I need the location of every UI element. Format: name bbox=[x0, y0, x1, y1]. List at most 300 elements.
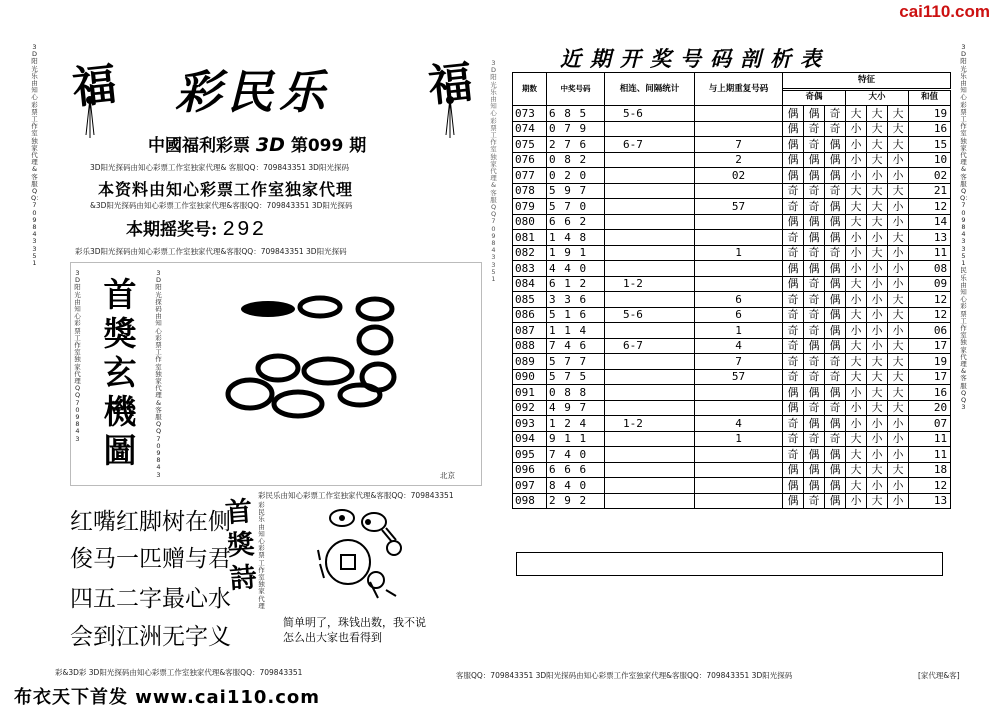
cell-big-small: 小 bbox=[846, 385, 867, 401]
cell-odd-even: 偶 bbox=[825, 230, 846, 246]
cell-big-small: 小 bbox=[846, 121, 867, 137]
cell-big-small: 大 bbox=[846, 106, 867, 122]
brand-title: 彩民乐 bbox=[175, 65, 331, 119]
cell-big-small: 小 bbox=[888, 447, 909, 463]
table-row bbox=[513, 214, 951, 230]
cell-adjacent bbox=[605, 292, 695, 308]
cell-odd-even: 偶 bbox=[825, 261, 846, 277]
cell-odd-even: 偶 bbox=[825, 323, 846, 339]
cell-sum: 14 bbox=[909, 214, 951, 230]
cell-odd-even: 偶 bbox=[783, 493, 804, 509]
cell-big-small: 大 bbox=[888, 338, 909, 354]
cell-odd-even: 奇 bbox=[804, 369, 825, 385]
cell-big-small: 大 bbox=[867, 245, 888, 261]
fu-character-left: 福 bbox=[69, 58, 120, 115]
cell-repeat: 2 bbox=[695, 152, 783, 168]
table-row bbox=[513, 323, 951, 339]
cell-repeat bbox=[695, 230, 783, 246]
cell-big-small: 小 bbox=[888, 478, 909, 494]
cell-issue: 081 bbox=[513, 230, 547, 246]
issue-prefix: 中國福利彩票 bbox=[148, 136, 250, 156]
cell-odd-even: 奇 bbox=[783, 245, 804, 261]
cell-big-small: 大 bbox=[867, 493, 888, 509]
cell-issue: 098 bbox=[513, 493, 547, 509]
cell-winning-number: 9 1 1 bbox=[547, 431, 605, 447]
table-row bbox=[513, 137, 951, 153]
cell-big-small: 大 bbox=[867, 183, 888, 199]
cell-big-small: 大 bbox=[867, 199, 888, 215]
header-issue: 期数 bbox=[513, 73, 547, 106]
draw-label: 本期摇奖号: bbox=[126, 220, 218, 240]
cell-big-small: 大 bbox=[846, 462, 867, 478]
cell-big-small: 大 bbox=[846, 183, 867, 199]
cell-adjacent: 6-7 bbox=[605, 338, 695, 354]
cell-repeat: 4 bbox=[695, 416, 783, 432]
agent-line: 本资料由知心彩票工作室独家代理 bbox=[98, 180, 354, 199]
right-margin-text: 3D阳光乐由知心彩票工作室独家代理&客服QQ：709843351民乐由知心彩票工作室独家代理&客服QQ3 bbox=[960, 43, 972, 412]
cell-repeat: 1 bbox=[695, 323, 783, 339]
cell-odd-even: 奇 bbox=[804, 400, 825, 416]
cell-odd-even: 奇 bbox=[783, 354, 804, 370]
cell-odd-even: 奇 bbox=[804, 292, 825, 308]
cell-repeat: 6 bbox=[695, 307, 783, 323]
footer-bottom-line-right: 客服QQ：709843351 3D阳光探码由知心彩票工作室独家代理&客服QQ：709843351 3D阳光探码 bbox=[456, 671, 793, 680]
cell-issue: 090 bbox=[513, 369, 547, 385]
cell-big-small: 小 bbox=[867, 323, 888, 339]
contact-line-2: &3D阳光探码由知心彩票工作室独家代理&客服QQ：709843351 3D阳光探码 bbox=[90, 201, 353, 210]
cell-repeat: 1 bbox=[695, 245, 783, 261]
cell-odd-even: 偶 bbox=[825, 199, 846, 215]
cell-big-small: 大 bbox=[867, 354, 888, 370]
cell-big-small: 小 bbox=[867, 307, 888, 323]
cell-adjacent bbox=[605, 323, 695, 339]
cell-big-small: 小 bbox=[846, 168, 867, 184]
cell-adjacent bbox=[605, 431, 695, 447]
cell-odd-even: 偶 bbox=[804, 261, 825, 277]
table-row bbox=[513, 462, 951, 478]
cell-sum: 19 bbox=[909, 106, 951, 122]
cell-odd-even: 偶 bbox=[783, 462, 804, 478]
cell-big-small: 小 bbox=[846, 137, 867, 153]
cell-winning-number: 5 7 7 bbox=[547, 354, 605, 370]
cell-big-small: 大 bbox=[888, 385, 909, 401]
cell-winning-number: 0 8 2 bbox=[547, 152, 605, 168]
puzzle-title-char: 首 bbox=[103, 275, 137, 314]
cell-repeat: 1 bbox=[695, 431, 783, 447]
cell-winning-number: 5 7 0 bbox=[547, 199, 605, 215]
cell-issue: 083 bbox=[513, 261, 547, 277]
table-row bbox=[513, 354, 951, 370]
cell-winning-number: 6 8 5 bbox=[547, 106, 605, 122]
cell-odd-even: 奇 bbox=[825, 106, 846, 122]
header-big-small: 大小 bbox=[846, 90, 909, 106]
cell-issue: 078 bbox=[513, 183, 547, 199]
cell-odd-even: 奇 bbox=[804, 121, 825, 137]
footer-bottom-line: 彩&3D彩 3D阳光探码由知心彩票工作室独家代理&客服QQ：709843351 bbox=[55, 668, 303, 677]
cell-repeat bbox=[695, 183, 783, 199]
cell-odd-even: 偶 bbox=[804, 447, 825, 463]
cell-adjacent bbox=[605, 183, 695, 199]
cell-sum: 21 bbox=[909, 183, 951, 199]
cell-winning-number: 6 6 2 bbox=[547, 214, 605, 230]
cell-issue: 074 bbox=[513, 121, 547, 137]
cell-adjacent: 6-7 bbox=[605, 137, 695, 153]
table-row bbox=[513, 385, 951, 401]
cell-sum: 16 bbox=[909, 385, 951, 401]
cell-odd-even: 奇 bbox=[825, 245, 846, 261]
table-row bbox=[513, 199, 951, 215]
cell-adjacent bbox=[605, 152, 695, 168]
cell-odd-even: 偶 bbox=[783, 168, 804, 184]
cell-odd-even: 偶 bbox=[783, 121, 804, 137]
cell-adjacent: 1-2 bbox=[605, 276, 695, 292]
poem-top-text: 彩民乐由知心彩票工作室独家代理&客服QQ：709843351 bbox=[258, 491, 454, 500]
draw-history-table bbox=[512, 72, 951, 509]
cell-odd-even: 奇 bbox=[783, 307, 804, 323]
cell-sum: 20 bbox=[909, 400, 951, 416]
table-row bbox=[513, 493, 951, 509]
cell-big-small: 小 bbox=[888, 152, 909, 168]
cell-big-small: 大 bbox=[867, 369, 888, 385]
cell-odd-even: 奇 bbox=[783, 183, 804, 199]
table-row bbox=[513, 152, 951, 168]
puzzle-title-char: 玄 bbox=[103, 353, 137, 392]
table-row bbox=[513, 168, 951, 184]
cell-big-small: 大 bbox=[888, 400, 909, 416]
cell-issue: 080 bbox=[513, 214, 547, 230]
cell-sum: 07 bbox=[909, 416, 951, 432]
poem-title-char: 詩 bbox=[228, 562, 258, 595]
cell-big-small: 小 bbox=[846, 152, 867, 168]
contact-line: 3D阳光探码由知心彩票工作室独家代理& 客服QQ：709843351 3D阳光探码 bbox=[90, 163, 349, 172]
cell-odd-even: 偶 bbox=[825, 462, 846, 478]
cell-repeat bbox=[695, 214, 783, 230]
table-row bbox=[513, 106, 951, 122]
cell-odd-even: 奇 bbox=[783, 431, 804, 447]
cell-odd-even: 偶 bbox=[783, 214, 804, 230]
cell-big-small: 小 bbox=[888, 245, 909, 261]
puzzle-title-char: 機 bbox=[103, 392, 137, 431]
cell-big-small: 大 bbox=[867, 137, 888, 153]
cell-odd-even: 奇 bbox=[825, 400, 846, 416]
cell-big-small: 大 bbox=[888, 292, 909, 308]
cell-sum: 17 bbox=[909, 338, 951, 354]
cell-adjacent bbox=[605, 261, 695, 277]
cell-winning-number: 5 7 5 bbox=[547, 369, 605, 385]
cell-winning-number: 2 9 2 bbox=[547, 493, 605, 509]
cell-big-small: 小 bbox=[867, 261, 888, 277]
cell-repeat: 02 bbox=[695, 168, 783, 184]
table-row bbox=[513, 183, 951, 199]
cell-repeat bbox=[695, 447, 783, 463]
cell-odd-even: 奇 bbox=[783, 323, 804, 339]
cell-big-small: 小 bbox=[846, 400, 867, 416]
cell-odd-even: 奇 bbox=[804, 199, 825, 215]
cell-odd-even: 偶 bbox=[804, 338, 825, 354]
cell-repeat: 4 bbox=[695, 338, 783, 354]
cell-big-small: 大 bbox=[888, 137, 909, 153]
cell-winning-number: 5 9 7 bbox=[547, 183, 605, 199]
cell-big-small: 大 bbox=[846, 431, 867, 447]
cell-odd-even: 偶 bbox=[825, 478, 846, 494]
cell-repeat bbox=[695, 276, 783, 292]
cell-big-small: 大 bbox=[888, 183, 909, 199]
table-row bbox=[513, 121, 951, 137]
cell-big-small: 大 bbox=[888, 106, 909, 122]
puzzle-title-char: 圖 bbox=[103, 431, 137, 470]
cell-repeat: 7 bbox=[695, 354, 783, 370]
coin-rings-drawing bbox=[210, 285, 430, 425]
cell-repeat bbox=[695, 400, 783, 416]
cell-sum: 09 bbox=[909, 276, 951, 292]
cell-odd-even: 奇 bbox=[804, 245, 825, 261]
cell-winning-number: 2 7 6 bbox=[547, 137, 605, 153]
issue-line bbox=[148, 131, 366, 156]
cell-big-small: 大 bbox=[867, 462, 888, 478]
cell-odd-even: 偶 bbox=[804, 106, 825, 122]
cell-repeat: 57 bbox=[695, 369, 783, 385]
cell-big-small: 大 bbox=[846, 338, 867, 354]
cell-odd-even: 偶 bbox=[804, 168, 825, 184]
cell-issue: 094 bbox=[513, 431, 547, 447]
cell-odd-even: 偶 bbox=[804, 230, 825, 246]
header-winning: 中奖号码 bbox=[547, 73, 605, 106]
cell-winning-number: 7 4 6 bbox=[547, 338, 605, 354]
cell-big-small: 小 bbox=[846, 230, 867, 246]
cell-repeat: 6 bbox=[695, 292, 783, 308]
cell-big-small: 小 bbox=[888, 261, 909, 277]
poem-title-char: 首 bbox=[224, 496, 254, 529]
cell-big-small: 大 bbox=[888, 462, 909, 478]
cell-winning-number: 1 4 8 bbox=[547, 230, 605, 246]
cell-odd-even: 偶 bbox=[783, 400, 804, 416]
cell-big-small: 小 bbox=[888, 323, 909, 339]
cell-adjacent: 5-6 bbox=[605, 106, 695, 122]
puzzle-corner-text: 北京 bbox=[440, 471, 455, 480]
cell-big-small: 大 bbox=[867, 152, 888, 168]
poem-note-line-2: 怎么出大家也看得到 bbox=[283, 631, 382, 644]
cell-big-small: 小 bbox=[846, 493, 867, 509]
cell-sum: 17 bbox=[909, 369, 951, 385]
cell-adjacent bbox=[605, 230, 695, 246]
cell-issue: 093 bbox=[513, 416, 547, 432]
cell-issue: 073 bbox=[513, 106, 547, 122]
cell-sum: 12 bbox=[909, 292, 951, 308]
poem-side-text: 彩民乐由知心彩票工作室独家代理 bbox=[258, 501, 265, 610]
site-watermark: cai110.com bbox=[899, 2, 990, 21]
cell-winning-number: 7 4 0 bbox=[547, 447, 605, 463]
cell-odd-even: 奇 bbox=[783, 199, 804, 215]
cell-odd-even: 奇 bbox=[825, 431, 846, 447]
cell-adjacent bbox=[605, 369, 695, 385]
cell-issue: 087 bbox=[513, 323, 547, 339]
cell-odd-even: 奇 bbox=[804, 276, 825, 292]
table-row bbox=[513, 400, 951, 416]
cell-odd-even: 偶 bbox=[825, 307, 846, 323]
table-row bbox=[513, 416, 951, 432]
cell-repeat bbox=[695, 121, 783, 137]
cell-big-small: 大 bbox=[846, 307, 867, 323]
header-odd-even: 奇偶 bbox=[783, 90, 846, 106]
cell-odd-even: 偶 bbox=[804, 462, 825, 478]
cell-odd-even: 偶 bbox=[825, 385, 846, 401]
cell-issue: 095 bbox=[513, 447, 547, 463]
cell-odd-even: 偶 bbox=[804, 416, 825, 432]
cell-sum: 08 bbox=[909, 261, 951, 277]
table-row bbox=[513, 230, 951, 246]
cell-odd-even: 偶 bbox=[804, 478, 825, 494]
cell-big-small: 大 bbox=[867, 214, 888, 230]
cell-big-small: 大 bbox=[867, 106, 888, 122]
cell-odd-even: 偶 bbox=[825, 338, 846, 354]
puzzle-title bbox=[100, 275, 140, 470]
cell-big-small: 小 bbox=[867, 416, 888, 432]
cell-big-small: 大 bbox=[867, 121, 888, 137]
cell-issue: 084 bbox=[513, 276, 547, 292]
cell-winning-number: 0 7 9 bbox=[547, 121, 605, 137]
cell-winning-number: 4 4 0 bbox=[547, 261, 605, 277]
poem-line-4: 会到江洲无字义 bbox=[70, 624, 231, 650]
cell-repeat: 57 bbox=[695, 199, 783, 215]
cell-adjacent bbox=[605, 354, 695, 370]
footer-slogan: 布衣天下首发 www.cai110.com bbox=[14, 687, 321, 708]
poem-title bbox=[221, 495, 262, 596]
draw-history-rows bbox=[513, 106, 951, 509]
cell-odd-even: 偶 bbox=[804, 152, 825, 168]
cell-odd-even: 偶 bbox=[825, 152, 846, 168]
cell-adjacent bbox=[605, 214, 695, 230]
cell-odd-even: 偶 bbox=[825, 168, 846, 184]
cell-sum: 02 bbox=[909, 168, 951, 184]
poem-note-line-1: 简单明了，珠钱出数，我不说 bbox=[283, 616, 426, 629]
draw-value: 292 bbox=[222, 219, 267, 242]
cell-odd-even: 奇 bbox=[783, 292, 804, 308]
cell-big-small: 大 bbox=[846, 354, 867, 370]
cell-repeat bbox=[695, 462, 783, 478]
cell-odd-even: 奇 bbox=[804, 137, 825, 153]
cell-adjacent bbox=[605, 199, 695, 215]
issue-game: 3D bbox=[255, 134, 285, 156]
cell-big-small: 大 bbox=[846, 478, 867, 494]
poem-line-1: 红嘴红脚树在侧 bbox=[70, 509, 231, 535]
fu-character-right: 福 bbox=[425, 56, 476, 113]
cell-odd-even: 偶 bbox=[783, 276, 804, 292]
cell-odd-even: 奇 bbox=[825, 369, 846, 385]
middle-margin-text: 3D阳光乐由知心彩票工作室独家代理&客服QQ709843351 bbox=[490, 59, 497, 284]
cell-big-small: 大 bbox=[867, 400, 888, 416]
cell-adjacent bbox=[605, 447, 695, 463]
cell-issue: 082 bbox=[513, 245, 547, 261]
cell-issue: 076 bbox=[513, 152, 547, 168]
cell-winning-number: 1 1 4 bbox=[547, 323, 605, 339]
coin-string-drawing bbox=[300, 500, 410, 610]
cell-odd-even: 偶 bbox=[804, 385, 825, 401]
cell-sum: 13 bbox=[909, 230, 951, 246]
cell-issue: 079 bbox=[513, 199, 547, 215]
cell-odd-even: 奇 bbox=[783, 416, 804, 432]
header-adjacent: 相连、间隔统计 bbox=[605, 73, 695, 106]
cell-big-small: 大 bbox=[888, 230, 909, 246]
cell-big-small: 大 bbox=[888, 369, 909, 385]
cell-adjacent bbox=[605, 245, 695, 261]
cell-winning-number: 6 6 6 bbox=[547, 462, 605, 478]
cell-sum: 12 bbox=[909, 307, 951, 323]
cell-winning-number: 1 2 4 bbox=[547, 416, 605, 432]
cell-adjacent bbox=[605, 493, 695, 509]
cell-big-small: 小 bbox=[846, 261, 867, 277]
cell-sum: 15 bbox=[909, 137, 951, 153]
cell-odd-even: 偶 bbox=[825, 493, 846, 509]
cell-odd-even: 奇 bbox=[783, 369, 804, 385]
cell-issue: 085 bbox=[513, 292, 547, 308]
cell-big-small: 小 bbox=[846, 292, 867, 308]
cell-sum: 06 bbox=[909, 323, 951, 339]
cell-odd-even: 偶 bbox=[825, 447, 846, 463]
cell-sum: 11 bbox=[909, 431, 951, 447]
cell-big-small: 大 bbox=[846, 447, 867, 463]
cell-odd-even: 偶 bbox=[804, 214, 825, 230]
cell-big-small: 小 bbox=[888, 168, 909, 184]
cell-big-small: 大 bbox=[888, 354, 909, 370]
cell-odd-even: 奇 bbox=[804, 431, 825, 447]
poem-line-3: 四五二字最心水 bbox=[70, 586, 231, 612]
cell-big-small: 小 bbox=[888, 214, 909, 230]
cell-big-small: 小 bbox=[846, 323, 867, 339]
cell-repeat bbox=[695, 261, 783, 277]
cell-issue: 086 bbox=[513, 307, 547, 323]
cell-winning-number: 8 4 0 bbox=[547, 478, 605, 494]
poem-line-2: 俊马一匹赠与君 bbox=[70, 546, 231, 572]
cell-big-small: 大 bbox=[867, 385, 888, 401]
cell-odd-even: 奇 bbox=[804, 493, 825, 509]
cell-big-small: 大 bbox=[846, 199, 867, 215]
cell-sum: 10 bbox=[909, 152, 951, 168]
cell-big-small: 大 bbox=[888, 121, 909, 137]
cell-sum: 11 bbox=[909, 245, 951, 261]
cell-adjacent bbox=[605, 478, 695, 494]
puzzle-right-text: 3D阳光探码由知心彩票工作室独家代理&客服QQ709843 bbox=[155, 269, 162, 479]
cell-issue: 077 bbox=[513, 168, 547, 184]
cell-odd-even: 偶 bbox=[825, 292, 846, 308]
cell-big-small: 小 bbox=[888, 416, 909, 432]
cell-odd-even: 偶 bbox=[783, 261, 804, 277]
cell-winning-number: 3 3 6 bbox=[547, 292, 605, 308]
cell-odd-even: 偶 bbox=[783, 106, 804, 122]
left-margin-text: 3D阳光乐由知心彩票工作室独家代理&客服QQ：709843351 bbox=[31, 43, 43, 268]
cell-issue: 097 bbox=[513, 478, 547, 494]
cell-repeat bbox=[695, 478, 783, 494]
cell-issue: 088 bbox=[513, 338, 547, 354]
header-repeat: 与上期重复号码 bbox=[695, 73, 783, 106]
cell-sum: 16 bbox=[909, 121, 951, 137]
cell-big-small: 小 bbox=[846, 245, 867, 261]
cell-odd-even: 奇 bbox=[783, 338, 804, 354]
cell-adjacent: 1-2 bbox=[605, 416, 695, 432]
cell-odd-even: 奇 bbox=[804, 323, 825, 339]
table-row bbox=[513, 307, 951, 323]
cell-winning-number: 0 2 0 bbox=[547, 168, 605, 184]
table-row bbox=[513, 338, 951, 354]
cell-odd-even: 奇 bbox=[804, 354, 825, 370]
table-row bbox=[513, 245, 951, 261]
cell-big-small: 小 bbox=[888, 199, 909, 215]
table-row bbox=[513, 276, 951, 292]
cell-sum: 18 bbox=[909, 462, 951, 478]
cell-big-small: 小 bbox=[888, 493, 909, 509]
cell-odd-even: 偶 bbox=[825, 137, 846, 153]
cell-big-small: 小 bbox=[867, 447, 888, 463]
cell-odd-even: 偶 bbox=[825, 416, 846, 432]
